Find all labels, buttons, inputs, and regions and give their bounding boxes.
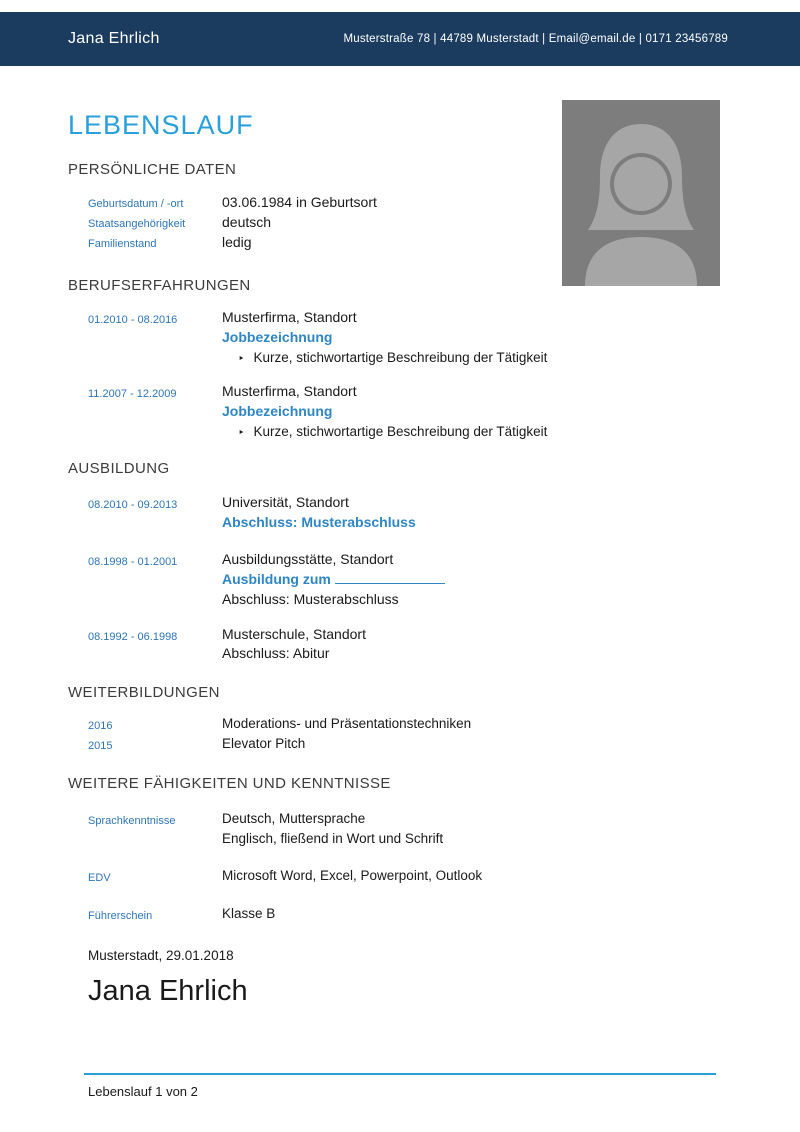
section-heading-training: WEITERBILDUNGEN (68, 684, 220, 701)
institution-line: Ausbildungsstätte, Standort (222, 551, 394, 567)
degree-highlight-text: Ausbildung zum (222, 571, 331, 587)
experience-entry (88, 308, 720, 369)
degree-highlight (222, 569, 720, 590)
skill-row (88, 809, 720, 849)
education-entry (88, 550, 720, 609)
person-silhouette-icon (562, 100, 720, 286)
bullet-arrow-icon: ‣ (238, 353, 245, 365)
date-range: 01.2010 - 08.2016 (88, 314, 178, 326)
bullet-arrow-icon: ‣ (238, 427, 245, 439)
institution-line: Musterschule, Standort (222, 626, 366, 642)
skill-label: EDV (88, 872, 111, 884)
company-line: Musterfirma, Standort (222, 309, 357, 325)
photo-placeholder (562, 100, 720, 286)
training-row (88, 714, 720, 734)
section-heading-education: AUSBILDUNG (68, 460, 170, 477)
year-label: 2016 (88, 720, 113, 732)
skills-list (68, 809, 720, 924)
date-range: 08.1998 - 01.2001 (88, 556, 178, 568)
blank-line (335, 572, 445, 584)
bullet-text: Kurze, stichwortartige Beschreibung der Tätigkeit (253, 350, 548, 365)
field-label: Geburtsdatum / -ort (88, 198, 184, 210)
year-label: 2015 (88, 740, 113, 752)
job-title: Jobbezeichnung (222, 329, 333, 345)
header-name: Jana Ehrlich (68, 30, 160, 47)
degree-highlight: Abschluss: Musterabschluss (222, 514, 416, 530)
page-title: LEBENSLAUF (68, 110, 254, 140)
header-contact: Musterstraße 78 | 44789 Musterstadt | Email@email.de | 0171 23456789 (343, 33, 728, 45)
skill-value: Englisch, fließend in Wort und Schrift (222, 831, 444, 846)
skill-row (88, 904, 720, 924)
date-range: 08.1992 - 06.1998 (88, 631, 178, 643)
date-range: 11.2007 - 12.2009 (88, 388, 177, 400)
training-list (68, 714, 720, 754)
field-label: Familienstand (88, 238, 157, 250)
training-value: Moderations- und Präsentationstechniken (222, 716, 472, 731)
place-and-date: Musterstadt, 29.01.2018 (88, 948, 234, 963)
field-value: 03.06.1984 in Geburtsort (222, 194, 377, 210)
bullet-line (222, 422, 720, 443)
experience-entry (88, 382, 720, 443)
degree-note: Abschluss: Abitur (222, 645, 330, 661)
bullet-line (222, 348, 720, 369)
page-footer (84, 1073, 716, 1101)
training-value: Elevator Pitch (222, 736, 306, 751)
degree-note: Abschluss: Musterabschluss (222, 591, 399, 607)
header-bar (0, 12, 800, 66)
job-title: Jobbezeichnung (222, 403, 333, 419)
field-value: deutsch (222, 214, 272, 230)
section-heading-personal: PERSÖNLICHE DATEN (68, 161, 237, 178)
section-heading-skills: WEITERE FÄHIGKEITEN UND KENNTNISSE (68, 775, 391, 792)
field-value: ledig (222, 234, 252, 250)
skill-label: Führerschein (88, 910, 153, 922)
education-entry (88, 493, 720, 533)
institution-line: Universität, Standort (222, 494, 349, 510)
skill-value: Deutsch, Muttersprache (222, 811, 366, 826)
field-label: Staatsangehörigkeit (88, 218, 186, 230)
skill-value: Klasse B (222, 906, 276, 921)
signature-name: Jana Ehrlich (88, 975, 248, 1007)
education-entry (88, 625, 720, 663)
skill-value: Microsoft Word, Excel, Powerpoint, Outlook (222, 868, 483, 883)
company-line: Musterfirma, Standort (222, 383, 357, 399)
training-row (88, 734, 720, 754)
skill-label: Sprachkenntnisse (88, 815, 176, 827)
footer-page-indicator: Lebenslauf 1 von 2 (88, 1084, 198, 1099)
skill-row (88, 866, 720, 886)
section-heading-experience: BERUFSERFAHRUNGEN (68, 277, 251, 294)
date-range: 08.2010 - 09.2013 (88, 499, 178, 511)
bullet-text: Kurze, stichwortartige Beschreibung der Tätigkeit (253, 424, 548, 439)
